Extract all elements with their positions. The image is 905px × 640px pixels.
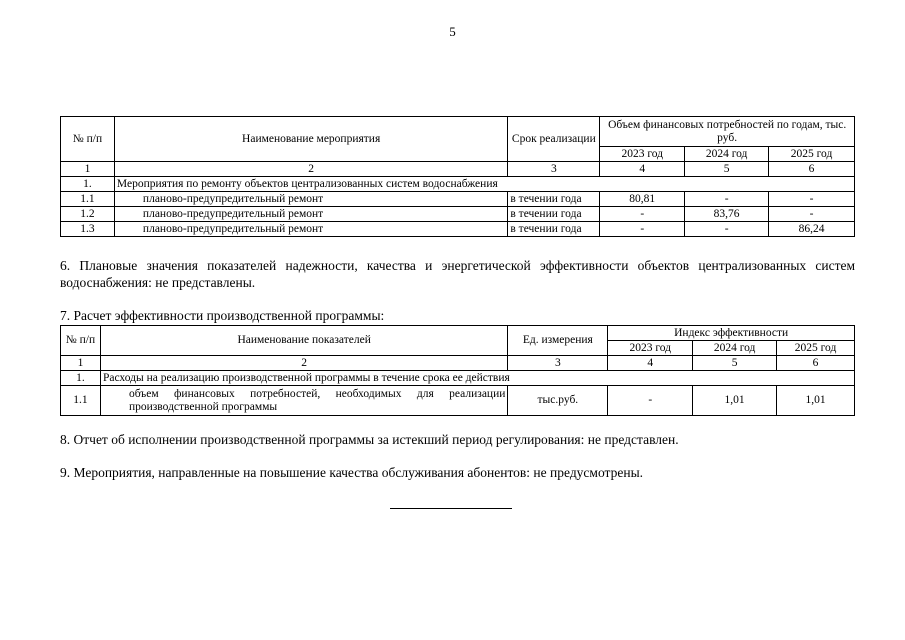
- row-term: в течении года: [508, 207, 600, 222]
- col-number: 6: [769, 162, 855, 177]
- efficiency-table: [60, 325, 855, 416]
- row-term: в течении года: [508, 192, 600, 207]
- row-unit: тыс.руб.: [508, 386, 608, 416]
- row-name: планово-предупредительный ремонт: [114, 207, 507, 222]
- header-year-2024: 2024 год: [685, 147, 769, 162]
- row-value-2025: 86,24: [769, 222, 855, 237]
- row-value-2023: -: [600, 207, 685, 222]
- row-value-2025: -: [769, 207, 855, 222]
- group-num: 1.: [61, 371, 101, 386]
- col-number: 5: [693, 356, 777, 371]
- col-number: 1: [61, 356, 101, 371]
- header-year-2025: 2025 год: [769, 147, 855, 162]
- row-value-2025: -: [769, 192, 855, 207]
- table-row: [61, 192, 855, 207]
- header-term: Срок реализации: [508, 117, 600, 162]
- row-value-2024: 83,76: [685, 207, 769, 222]
- group-name: Расходы на реализацию производственной программы в течение срока ее действия: [100, 371, 854, 386]
- row-value-2023: 80,81: [600, 192, 685, 207]
- end-divider-line: [390, 508, 512, 509]
- col-number: 1: [61, 162, 115, 177]
- row-name: объем финансовых потребностей, необходимых для реализации производственной программы: [100, 386, 507, 416]
- row-name: планово-предупредительный ремонт: [114, 222, 507, 237]
- table-row: [61, 222, 855, 237]
- section-8-paragraph: 8. Отчет об исполнении производственной программы за истекший период регулирования: не представлен.: [60, 432, 679, 447]
- header-financial-volume: Объем финансовых потребностей по годам, тыс. руб.: [600, 117, 855, 147]
- section-9-paragraph: 9. Мероприятия, направленные на повышение качества обслуживания абонентов: не предусмотрены.: [60, 465, 644, 480]
- column-number-row: [61, 162, 855, 177]
- col-number: 3: [508, 356, 608, 371]
- page-number: 5: [449, 24, 456, 39]
- col-number: 3: [508, 162, 600, 177]
- header-measure-name: Наименование мероприятия: [114, 117, 507, 162]
- group-row: [61, 177, 855, 192]
- col-number: 4: [600, 162, 685, 177]
- header-num: № п/п: [61, 326, 101, 356]
- measures-table: [60, 116, 855, 237]
- header-year-2024: 2024 год: [693, 341, 777, 356]
- row-value-2025: 1,01: [777, 386, 855, 416]
- section-7-title: 7. Расчет эффективности производственной программы:: [60, 308, 385, 323]
- row-term: в течении года: [508, 222, 600, 237]
- section-6-paragraph: 6. Плановые значения показателей надежности, качества и энергетической эффективности объектов централизованных систем водоснабжения: не представлены.: [60, 258, 855, 290]
- group-row: [61, 371, 855, 386]
- header-year-2023: 2023 год: [600, 147, 685, 162]
- header-num: № п/п: [61, 117, 115, 162]
- col-number: 4: [608, 356, 693, 371]
- row-num: 1.2: [61, 207, 115, 222]
- row-value-2024: -: [685, 222, 769, 237]
- row-num: 1.1: [61, 192, 115, 207]
- row-num: 1.3: [61, 222, 115, 237]
- col-number: 5: [685, 162, 769, 177]
- header-unit: Ед. измерения: [508, 326, 608, 356]
- col-number: 6: [777, 356, 855, 371]
- group-num: 1.: [61, 177, 115, 192]
- row-value-2024: 1,01: [693, 386, 777, 416]
- header-efficiency-index: Индекс эффективности: [608, 326, 855, 341]
- header-year-2023: 2023 год: [608, 341, 693, 356]
- column-number-row: [61, 356, 855, 371]
- col-number: 2: [100, 356, 507, 371]
- col-number: 2: [114, 162, 507, 177]
- row-value-2024: -: [685, 192, 769, 207]
- row-value-2023: -: [600, 222, 685, 237]
- group-name: Мероприятия по ремонту объектов централизованных систем водоснабжения: [114, 177, 854, 192]
- header-year-2025: 2025 год: [777, 341, 855, 356]
- row-value-2023: -: [608, 386, 693, 416]
- row-name: планово-предупредительный ремонт: [114, 192, 507, 207]
- header-indicator-name: Наименование показателей: [100, 326, 507, 356]
- table-row: [61, 386, 855, 416]
- row-num: 1.1: [61, 386, 101, 416]
- table-row: [61, 207, 855, 222]
